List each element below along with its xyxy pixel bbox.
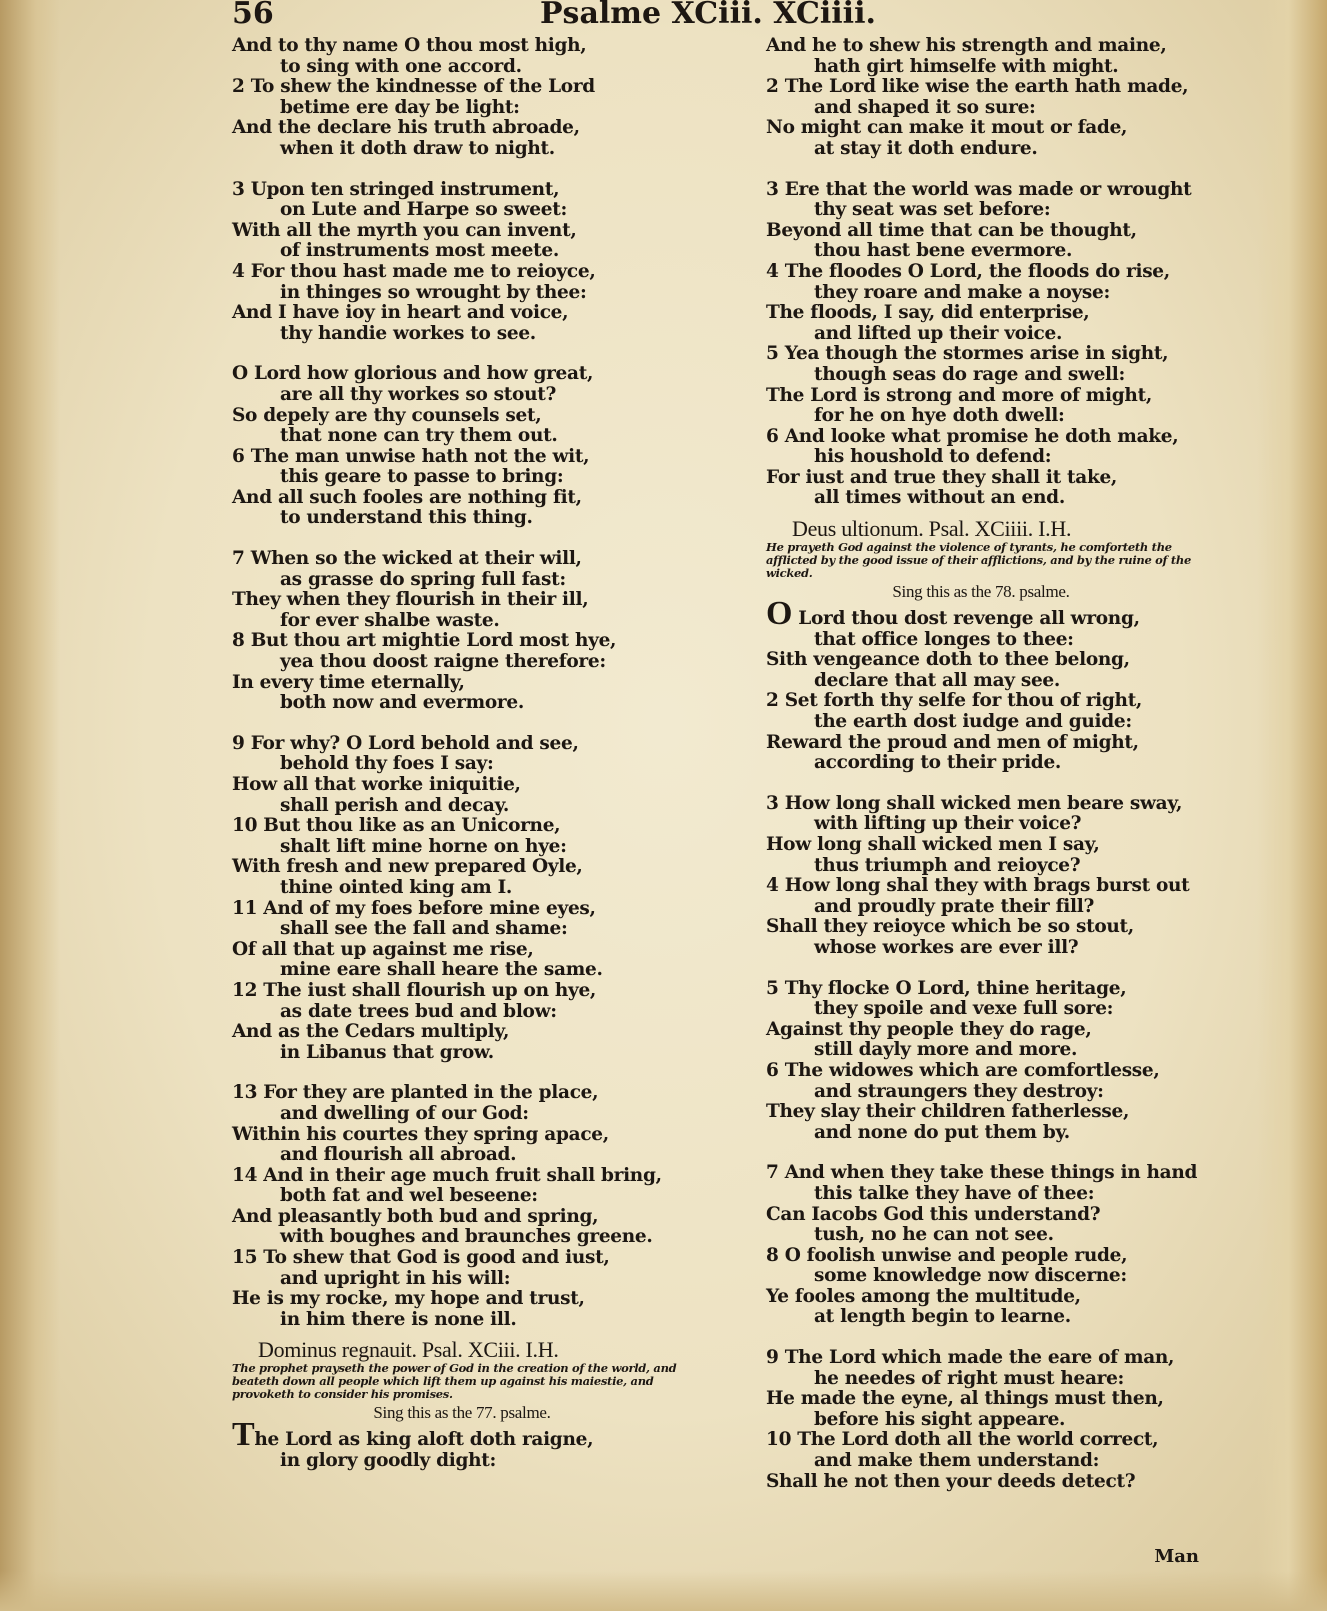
verse-line: and make them understand: xyxy=(814,1450,1100,1472)
verse-line: 4 For thou hast made me to reioyce, xyxy=(232,260,596,282)
verse-line: 2 To shew the kindnesse of the Lord xyxy=(232,76,595,98)
verse-line: For iust and true they shall it take, xyxy=(766,466,1118,488)
catchword: Man xyxy=(1154,1546,1199,1567)
running-head-title: Psalme XCiii. XCiiii. xyxy=(540,0,876,31)
verse-line: No might can make it mout or fade, xyxy=(766,117,1128,139)
verse-line: to understand this thing. xyxy=(280,507,533,529)
verse-line: shall see the fall and shame: xyxy=(280,918,568,940)
left-column xyxy=(232,36,692,1472)
left-block-5 xyxy=(232,734,692,1064)
drop-capital-o: O xyxy=(766,595,793,633)
verse-line: 14 And in their age much fruit shall bring, xyxy=(232,1164,662,1186)
psalm-93-title: Dominus regnauit. Psal. XCiii. I.H. xyxy=(258,1337,559,1363)
verse-line: 5 Yea though the stormes arise in sight, xyxy=(766,343,1169,365)
verse-line: Shall they reioyce which be so stout, xyxy=(766,916,1134,938)
verse-line: they spoile and vexe full sore: xyxy=(814,998,1114,1020)
verse-line: 3 How long shall wicked men beare sway, xyxy=(766,792,1183,814)
verse-line: the earth dost iudge and guide: xyxy=(814,711,1132,733)
verse-line: 7 And when they take these things in hand xyxy=(766,1162,1198,1184)
verse-line: How long shall wicked men I say, xyxy=(766,834,1100,855)
verse-line: How all that worke iniquitie, xyxy=(232,774,521,795)
verse-line: are all thy workes so stout? xyxy=(280,383,557,405)
verse-line: according to their pride. xyxy=(814,752,1062,774)
verse-line: And as the Cedars multiply, xyxy=(232,1021,510,1043)
verse-line: whose workes are ever ill? xyxy=(814,936,1079,958)
verse-line: Of all that up against me rise, xyxy=(232,938,534,960)
right-block-2 xyxy=(766,180,1196,510)
verse-line: thy handie workes to see. xyxy=(280,322,536,344)
verse-line: With fresh and new prepared Oyle, xyxy=(232,856,583,878)
verse-line: 10 The Lord doth all the world correct, xyxy=(766,1429,1159,1451)
verse-line: 3 Upon ten stringed instrument, xyxy=(232,178,560,200)
verse-line: yea thou doost raigne therefore: xyxy=(280,651,606,673)
psalm-93-second-line: in glory goodly dight: xyxy=(280,1450,497,1472)
psalm-93-first-line: The Lord as king aloft doth raigne, xyxy=(232,1416,594,1454)
right-block-5 xyxy=(766,1163,1196,1328)
verse-line: tush, no he can not see. xyxy=(814,1224,1054,1246)
verse-line: The Lord is strong and more of might, xyxy=(766,384,1152,406)
verse-line: In every time eternally, xyxy=(232,671,465,693)
left-block-6 xyxy=(232,1083,692,1330)
left-block-1 xyxy=(232,36,692,160)
verse-line: he needes of right must heare: xyxy=(814,1367,1125,1389)
verse-line: both fat and wel beseene: xyxy=(280,1185,538,1207)
verse-line: before his sight appeare. xyxy=(814,1408,1066,1430)
verse-line: And pleasantly both bud and spring, xyxy=(232,1205,599,1227)
verse-line: 7 When so the wicked at their will, xyxy=(232,548,582,570)
verse-line: And he to shew his strength and maine, xyxy=(766,35,1167,56)
verse-line: Beyond all time that can be thought, xyxy=(766,219,1137,241)
verse-line: some knowledge now discerne: xyxy=(814,1265,1127,1287)
verse-line: 13 For they are planted in the place, xyxy=(232,1082,599,1104)
verse-line: betime ere day be light: xyxy=(280,96,520,118)
verse-line: Reward the proud and men of might, xyxy=(766,731,1139,753)
verse-line: 6 And looke what promise he doth make, xyxy=(766,425,1179,447)
verse-line: with lifting up their voice? xyxy=(814,813,1082,835)
right-block-1 xyxy=(766,36,1196,160)
verse-line: And all such fooles are nothing fit, xyxy=(232,486,582,508)
verse-line: as date trees bud and blow: xyxy=(280,1000,557,1022)
verse-line: at length begin to learne. xyxy=(814,1306,1071,1328)
left-block-3 xyxy=(232,364,692,529)
right-block-4 xyxy=(766,979,1196,1144)
verse-line: still dayly more and more. xyxy=(814,1039,1078,1061)
verse-line: O Lord how glorious and how great, xyxy=(232,363,594,385)
verse-line: this talke they have of thee: xyxy=(814,1182,1095,1204)
verse-line: Can Iacobs God this understand? xyxy=(766,1203,1101,1225)
verse-line: all times without an end. xyxy=(814,487,1065,509)
verse-line: when it doth draw to night. xyxy=(280,137,555,159)
verse-line: shalt lift mine horne on hye: xyxy=(280,835,567,857)
verse-line: and none do put them by. xyxy=(814,1121,1070,1143)
verse-line: Within his courtes they spring apace, xyxy=(232,1123,609,1145)
verse-line: Sith vengeance doth to thee belong, xyxy=(766,649,1130,671)
verse-line: they roare and make a noyse: xyxy=(814,281,1110,303)
left-block-4 xyxy=(232,549,692,714)
verse-line: on Lute and Harpe so sweet: xyxy=(280,199,567,221)
verse-line: 3 Ere that the world was made or wrought xyxy=(766,178,1192,200)
page-shadow-right xyxy=(1257,0,1327,1611)
right-block-6 xyxy=(766,1348,1196,1492)
verse-line: for he on hye doth dwell: xyxy=(814,405,1065,427)
psalm-94-title: Deus ultionum. Psal. XCiiii. I.H. xyxy=(792,516,1072,542)
verse-line: 15 To shew that God is good and iust, xyxy=(232,1247,610,1269)
psalm-94-opening-verses xyxy=(766,650,1196,774)
verse-line: He is my rocke, my hope and trust, xyxy=(232,1288,585,1310)
verse-line: 10 But thou like as an Unicorne, xyxy=(232,815,561,837)
verse-line: and flourish all abroad. xyxy=(280,1144,517,1166)
psalm-94-first-line: O Lord thou dost revenge all wrong, xyxy=(766,595,1140,633)
verse-line: of instruments most meete. xyxy=(280,240,559,262)
right-block-3 xyxy=(766,794,1196,959)
right-column xyxy=(766,36,1196,1492)
verse-line: The floods, I say, did enterprise, xyxy=(766,302,1090,324)
verse-line: with boughes and braunches greene. xyxy=(280,1226,653,1248)
verse-line: 9 For why? O Lord behold and see, xyxy=(232,732,579,754)
verse-line: 2 The Lord like wise the earth hath made, xyxy=(766,76,1189,98)
verse-line: Ye fooles among the multitude, xyxy=(766,1285,1081,1307)
verse-line: 11 And of my foes before mine eyes, xyxy=(232,897,596,919)
psalm-94-second-line: that office longes to thee: xyxy=(814,628,1074,650)
verse-line: Shall he not then your deeds detect? xyxy=(766,1470,1136,1492)
psalm-93-tune-note: Sing this as the 77. psalme. xyxy=(373,1403,551,1423)
drop-capital-t: T xyxy=(232,1416,255,1454)
verse-line: And the declare his truth abroade, xyxy=(232,117,580,139)
verse-line: He made the eyne, al things must then, xyxy=(766,1388,1164,1410)
verse-line: They slay their children fatherlesse, xyxy=(766,1101,1130,1123)
verse-line: And I have ioy in heart and voice, xyxy=(232,302,569,324)
verse-line: and shaped it so sure: xyxy=(814,96,1036,118)
verse-line: Against thy people they do rage, xyxy=(766,1018,1092,1040)
verse-line: thy seat was set before: xyxy=(814,199,1051,221)
verse-line: declare that all may see. xyxy=(814,669,1061,691)
verse-line: They when they flourish in their ill, xyxy=(232,589,589,611)
verse-line: at stay it doth endure. xyxy=(814,137,1038,159)
verse-line: that none can try them out. xyxy=(280,425,558,447)
verse-line: as grasse do spring full fast: xyxy=(280,568,566,590)
left-block-2 xyxy=(232,180,692,345)
verse-line: and proudly prate their fill? xyxy=(814,895,1095,917)
verse-line: and upright in his will: xyxy=(280,1267,511,1289)
verse-line: shall perish and decay. xyxy=(280,794,510,816)
verse-line: thou hast bene evermore. xyxy=(814,240,1073,262)
verse-line: in him there is none ill. xyxy=(280,1308,517,1330)
verse-line: 6 The man unwise hath not the wit, xyxy=(232,445,590,467)
verse-line: With all the myrth you can invent, xyxy=(232,219,577,241)
verse-line: 4 The floodes O Lord, the floods do rise, xyxy=(766,260,1170,282)
page-number: 56 xyxy=(232,0,274,31)
verse-line: behold thy foes I say: xyxy=(280,753,494,775)
verse-line: and straungers they destroy: xyxy=(814,1080,1104,1102)
verse-line: 2 Set forth thy selfe for thou of right, xyxy=(766,690,1143,712)
verse-line: for ever shalbe waste. xyxy=(280,609,500,631)
verse-line: both now and evermore. xyxy=(280,692,524,714)
verse-line: 8 O foolish unwise and people rude, xyxy=(766,1244,1128,1266)
verse-line: thus triumph and reioyce? xyxy=(814,854,1081,876)
verse-line: thine ointed king am I. xyxy=(280,876,513,898)
verse-line: this geare to passe to bring: xyxy=(280,466,564,488)
psalm-94-tune-note: Sing this as the 78. psalme. xyxy=(892,582,1070,602)
verse-line: though seas do rage and swell: xyxy=(814,363,1126,385)
verse-line: 8 But thou art mightie Lord most hye, xyxy=(232,630,617,652)
verse-line: 5 Thy flocke O Lord, thine heritage, xyxy=(766,977,1127,999)
verse-line: and lifted up their voice. xyxy=(814,322,1063,344)
verse-line: his houshold to defend: xyxy=(814,446,1052,468)
verse-line: 12 The iust shall flourish up on hye, xyxy=(232,979,597,1001)
running-head xyxy=(0,0,1327,31)
verse-line: So depely are thy counsels set, xyxy=(232,404,542,426)
page-shadow-bottom xyxy=(0,1571,1327,1611)
verse-line: mine eare shall heare the same. xyxy=(280,959,603,981)
verse-line: 6 The widowes which are comfortlesse, xyxy=(766,1059,1160,1081)
verse-line: hath girt himselfe with might. xyxy=(814,55,1119,77)
verse-line: And to thy name O thou most high, xyxy=(232,35,587,56)
verse-line: in Libanus that grow. xyxy=(280,1041,494,1063)
verse-line: and dwelling of our God: xyxy=(280,1102,529,1124)
verse-line: 4 How long shal they with brags burst out xyxy=(766,875,1190,897)
verse-line: to sing with one accord. xyxy=(280,55,522,77)
psalm-93-argument: The prophet prayseth the power of God in the creation of the world, and beateth down all people which lift them up against his maiestie, and provoketh to consider his promises. xyxy=(232,1361,677,1402)
verse-line: in thinges so wrought by thee: xyxy=(280,281,587,303)
page-shadow-left xyxy=(0,0,60,1611)
verse-line: 9 The Lord which made the eare of man, xyxy=(766,1347,1175,1369)
psalm-94-argument: He prayeth God against the violence of tyrants, he comforteth the afflicted by the good issue of their afflictions, and by the ruine of the wicked. xyxy=(766,540,1191,581)
